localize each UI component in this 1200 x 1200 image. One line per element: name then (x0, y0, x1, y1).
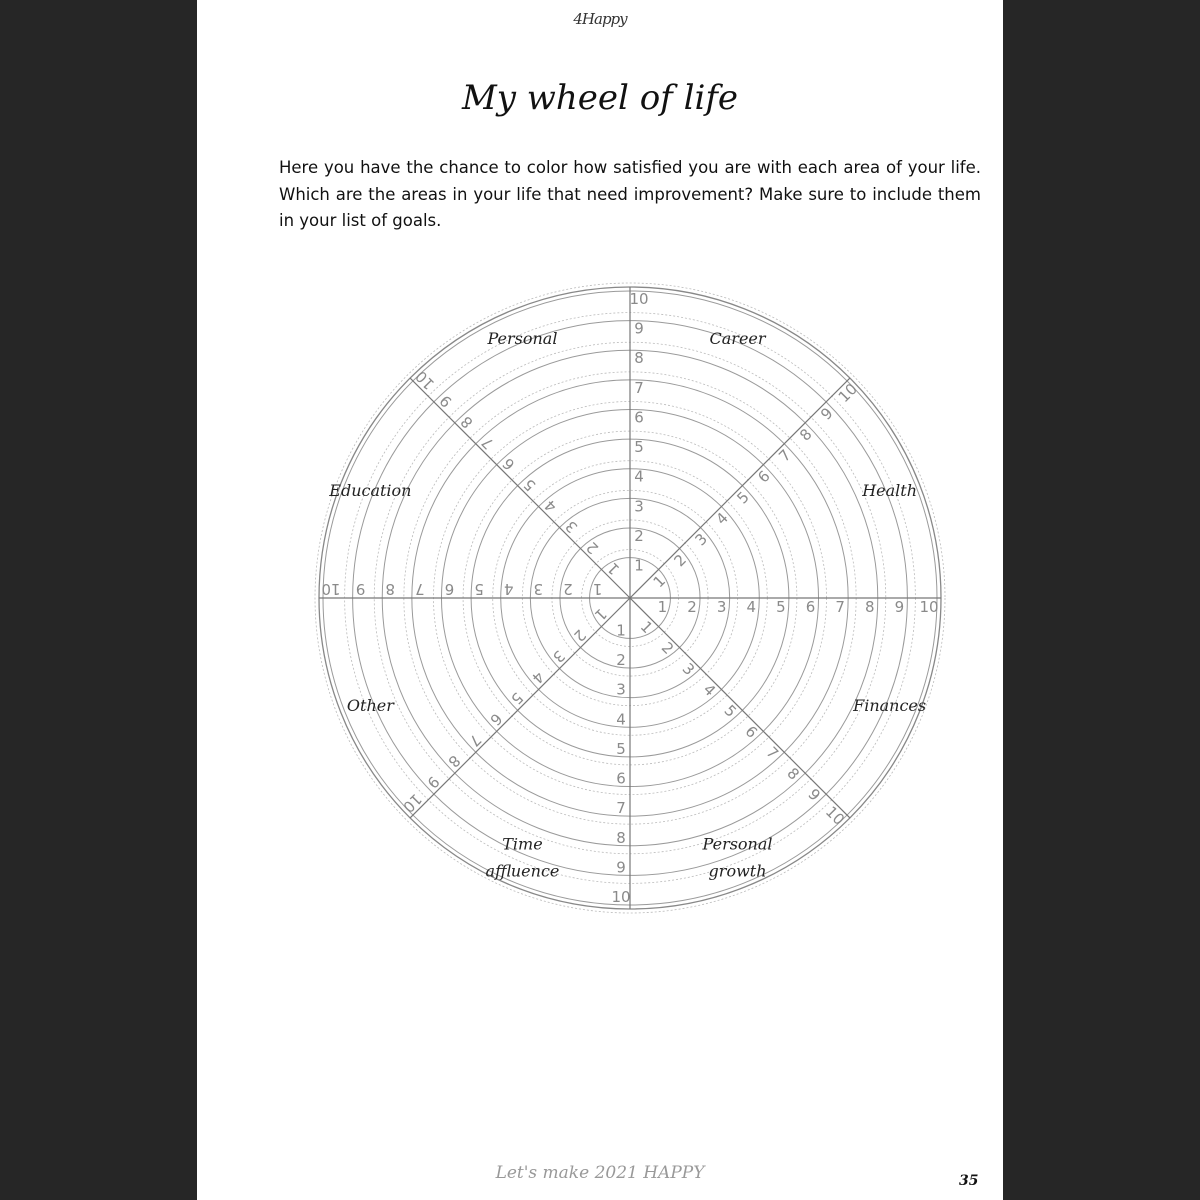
level-number: 8 (783, 764, 803, 784)
level-number: 6 (754, 466, 774, 487)
level-number: 2 (570, 625, 590, 646)
level-number: 9 (894, 598, 905, 616)
level-number: 10 (399, 789, 426, 817)
area-label-other: Other (346, 696, 394, 716)
level-number: 7 (775, 446, 795, 466)
level-number: 2 (687, 598, 697, 616)
level-number: 8 (457, 412, 477, 432)
level-number: 2 (582, 538, 603, 558)
level-number: 9 (436, 391, 456, 411)
level-number: 6 (444, 580, 455, 598)
level-number: 8 (796, 425, 816, 445)
level-number: 8 (634, 349, 644, 368)
level-number: 3 (634, 497, 644, 516)
level-number: 8 (864, 598, 875, 616)
level-number: 10 (919, 598, 939, 616)
level-number: 3 (678, 659, 699, 679)
level-number: 10 (611, 888, 631, 906)
level-number: 2 (616, 651, 626, 670)
level-number: 7 (762, 743, 782, 763)
level-number: 3 (691, 529, 711, 550)
level-number: 3 (561, 517, 582, 537)
level-number: 4 (746, 598, 757, 616)
level-number: 8 (444, 751, 464, 771)
level-number: 5 (507, 688, 527, 709)
footer-slogan: Let's make 2021 HAPPY (495, 1163, 705, 1183)
wheel-of-life (197, 0, 1003, 1200)
level-number: 6 (741, 722, 762, 742)
level-number: 1 (649, 571, 670, 592)
level-number: 2 (657, 638, 678, 658)
level-number: 10 (821, 802, 849, 829)
level-number: 9 (616, 858, 626, 877)
level-number: 10 (411, 367, 439, 394)
level-number: 3 (716, 598, 727, 616)
level-number: 7 (465, 730, 485, 750)
level-number: 4 (712, 508, 732, 529)
level-number: 10 (629, 290, 649, 308)
level-number: 1 (634, 556, 644, 575)
area-label-career: Career (709, 328, 766, 348)
level-number: 4 (503, 580, 514, 598)
level-number: 4 (634, 467, 644, 486)
level-number: 7 (634, 378, 644, 397)
level-number: 6 (805, 598, 816, 616)
level-number: 5 (616, 739, 626, 758)
level-number: 6 (486, 709, 506, 730)
level-number: 8 (616, 828, 626, 847)
document-page (197, 0, 1003, 1200)
level-number: 5 (474, 580, 484, 598)
level-number: 3 (533, 580, 544, 598)
level-number: 4 (540, 496, 561, 516)
level-number: 6 (498, 454, 519, 474)
area-label-education: Education (329, 480, 412, 500)
area-label-personal-growth: growth (708, 861, 767, 881)
level-number: 4 (616, 710, 626, 729)
level-number: 2 (563, 580, 573, 598)
page-number: 35 (959, 1173, 979, 1189)
level-number: 1 (590, 604, 611, 625)
level-number: 3 (616, 680, 626, 699)
level-number: 1 (592, 580, 603, 598)
level-number: 1 (603, 558, 624, 579)
level-number: 8 (385, 580, 396, 598)
level-number: 9 (355, 580, 366, 598)
level-number: 7 (415, 580, 425, 598)
level-number: 1 (636, 617, 657, 638)
level-number: 9 (817, 404, 837, 424)
level-number: 10 (321, 580, 341, 598)
level-number: 4 (699, 680, 720, 700)
level-number: 10 (834, 379, 861, 407)
level-number: 9 (423, 772, 443, 792)
page-title: My wheel of life (461, 78, 739, 118)
level-number: 7 (835, 598, 845, 616)
level-number: 5 (634, 438, 644, 457)
level-number: 7 (616, 799, 626, 818)
level-number: 9 (634, 319, 644, 338)
area-label-personal-growth: Personal (702, 834, 773, 854)
level-number: 4 (528, 667, 548, 688)
level-number: 5 (776, 598, 786, 616)
level-number: 3 (549, 646, 569, 667)
brand-logo: 4Happy (573, 10, 627, 28)
intro-paragraph: Here you have the chance to color how satisfied you are with each area of your life. Which are the areas in your life that need improvement? Make sure to include them in your list of goals. (279, 158, 981, 230)
area-label-health: Health (862, 480, 918, 500)
level-number: 5 (720, 701, 741, 721)
level-number: 9 (804, 785, 824, 805)
level-number: 7 (478, 433, 498, 453)
level-number: 2 (670, 550, 690, 571)
area-label-finances: Finances (853, 696, 927, 716)
level-number: 1 (616, 621, 626, 640)
level-number: 5 (519, 475, 540, 495)
area-label-personal: Personal (487, 328, 558, 348)
level-number: 1 (657, 598, 668, 616)
level-number: 6 (616, 769, 626, 788)
area-label-time-affluence: affluence (485, 861, 560, 881)
level-number: 5 (733, 487, 753, 508)
level-number: 2 (634, 526, 644, 545)
area-label-time-affluence: Time (502, 834, 543, 854)
level-number: 6 (634, 408, 644, 427)
